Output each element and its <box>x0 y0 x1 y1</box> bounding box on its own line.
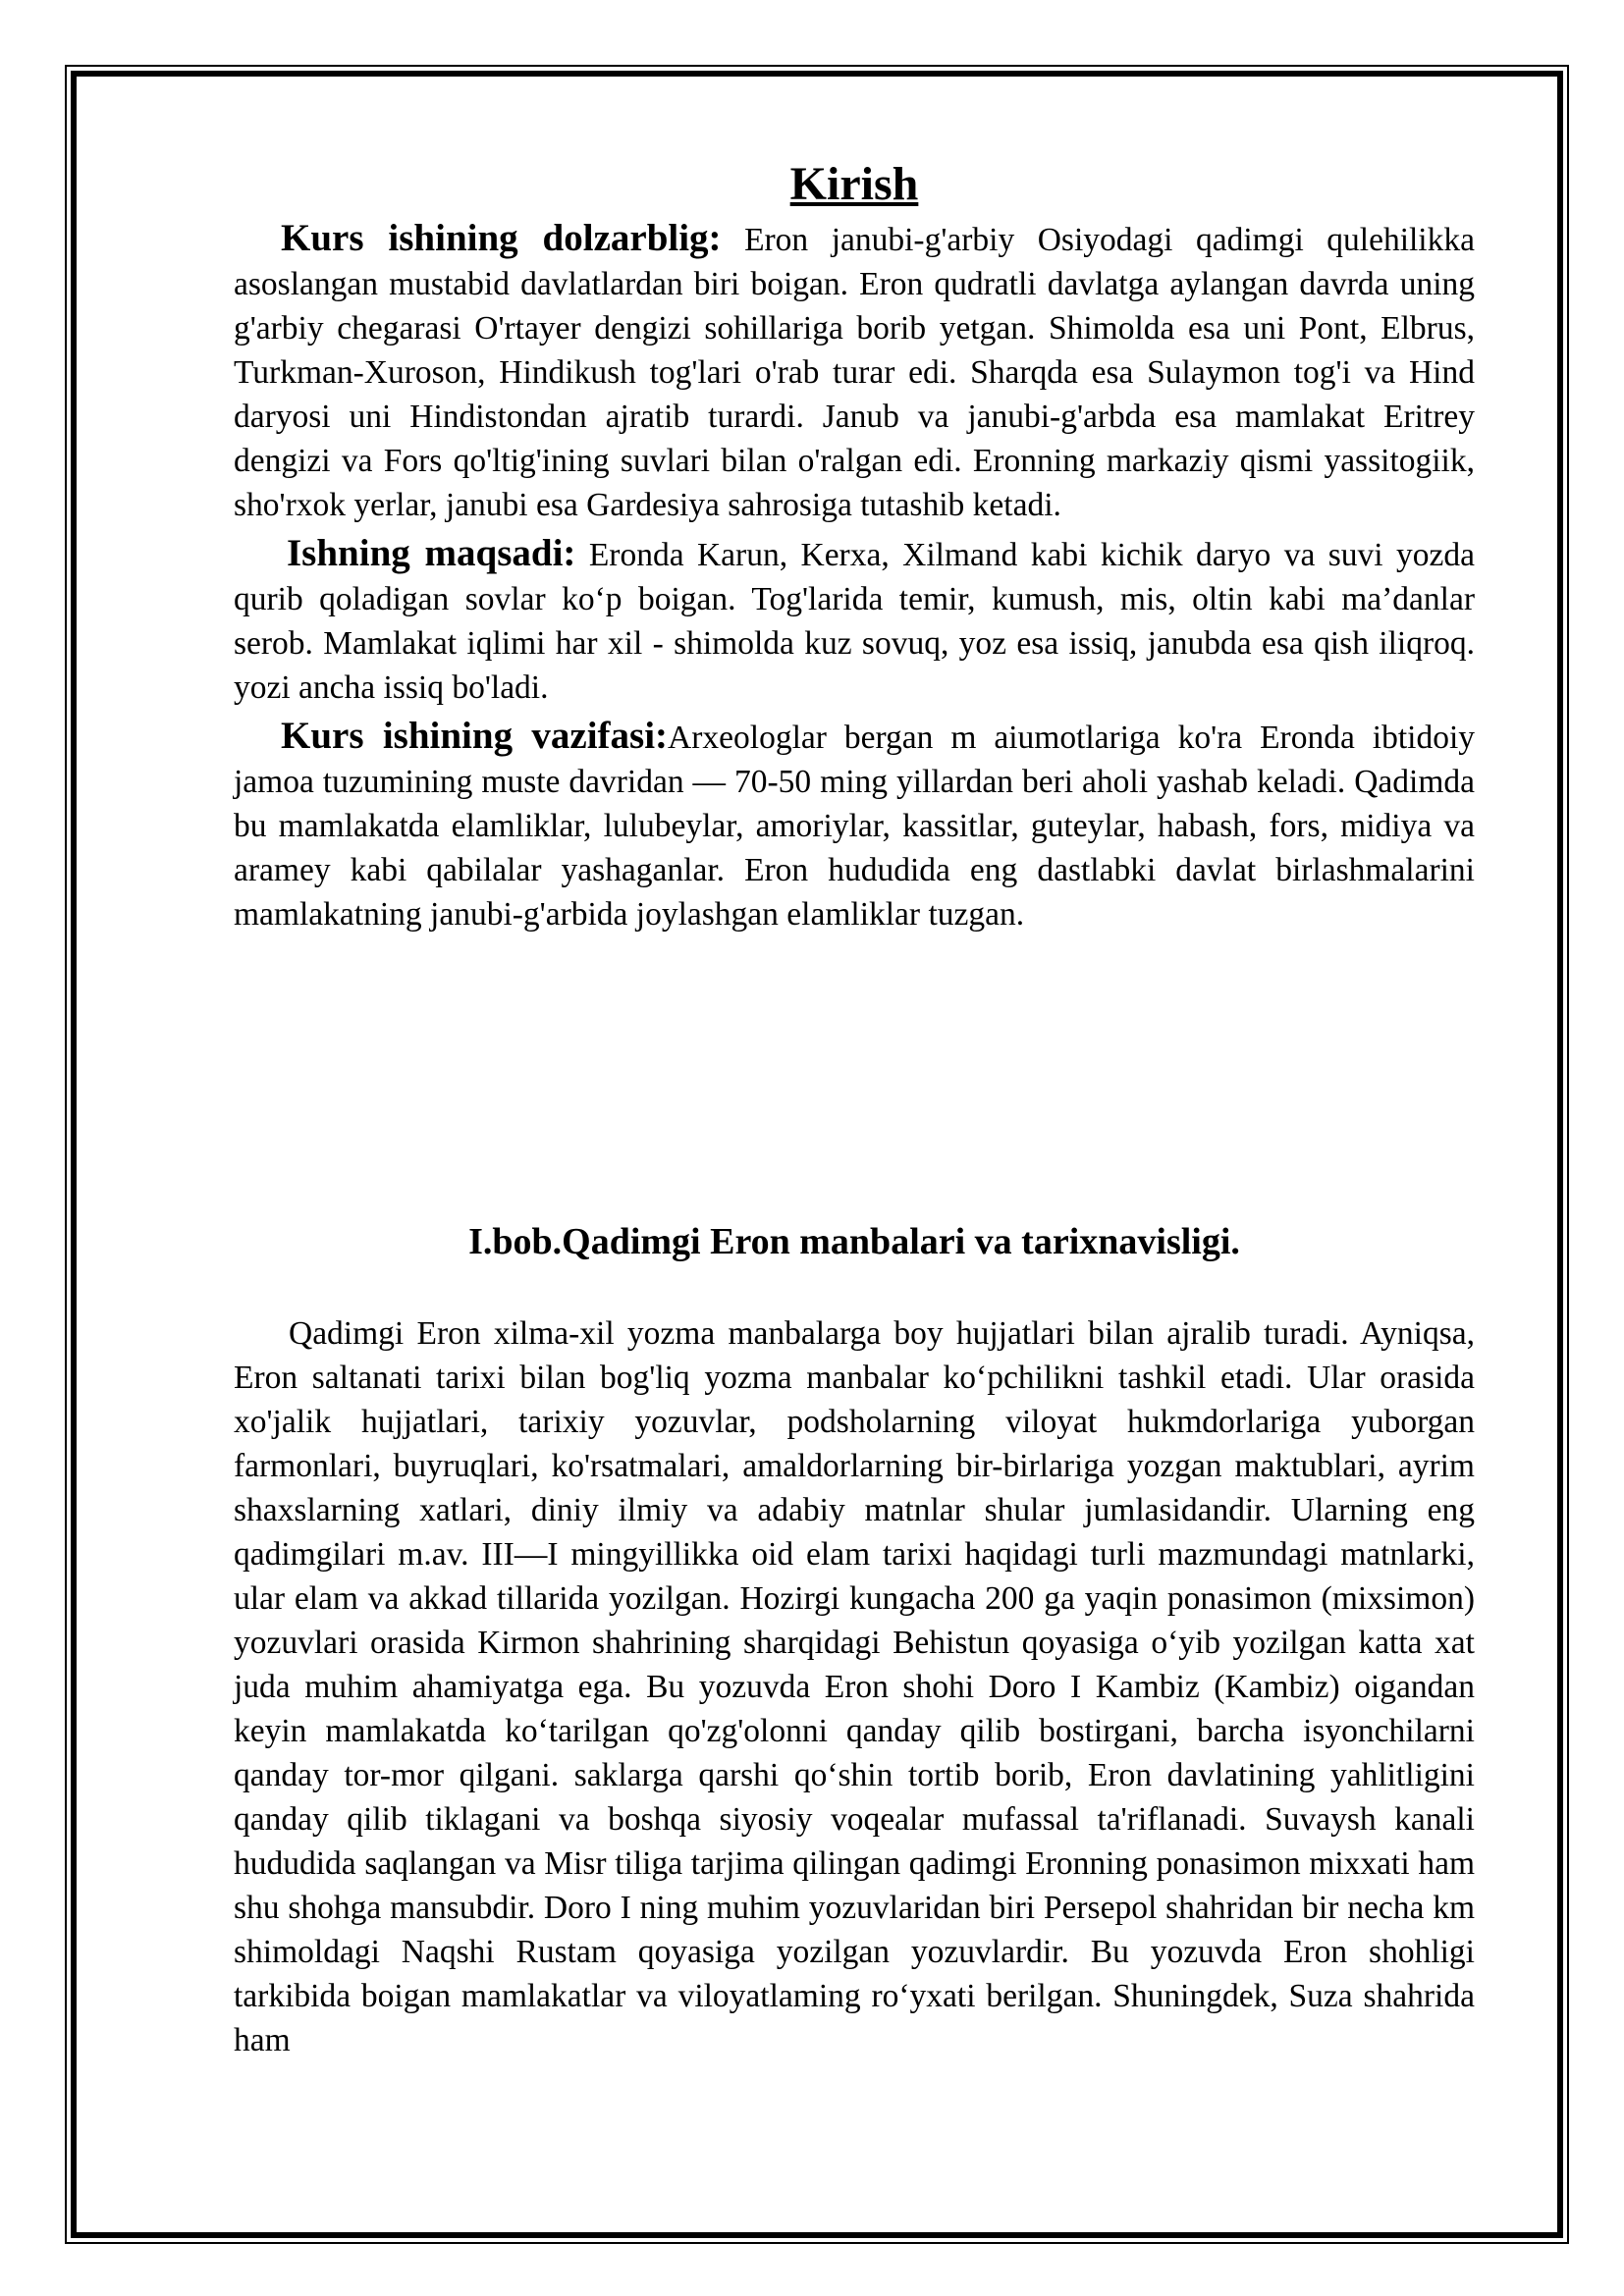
chapter-paragraph-1: Qadimgi Eron xilma-xil yozma manbalarga boy hujjatlari bilan ajralib turadi. Ayniqsa, Eron saltanati tarixi bilan bog'liq yozma manbalar ko‘pchilikni tashkil etadi. Ular orasida xo'jalik hujjatlari, tarixiy yozuvlar, podsholarning viloyat hukmdorlariga yuborgan farmonlari, buyruqlari, ko'rsatmalari, amaldorlarning bir-birlariga yozgan maktublari, ayrim shaxslarning xatlari, diniy ilmiy va adabiy matnlar shular jumlasidandir. Ularning eng qadimgilari m.av. III—I mingyillikka oid elam tarixi haqidagi turli mazmundagi matnlarki, ular elam va akkad tillarida yozilgan. Hozirgi kungacha 200 ga yaqin ponasimon (mixsimon) yozuvlari orasida Kirmon shahrining sharqidagi Behistun qoyasiga o‘yib yozilgan katta xat juda muhim ahamiyatga ega. Bu yozuvda Eron shohi Doro I Kambiz (Kambiz) oigandan keyin mamlakatda ko‘tarilgan qo'zg'olonni qanday qilib bostirgani, barcha isyonchilarni qanday tor-mor qilgani. saklarga qarshi qo‘shin tortib borib, Eron davlatining yahlitligini qanday qilib tiklagani va boshqa siyosiy voqealar mufassal ta'riflanadi. Suvaysh kanali hududida saqlangan va Misr tiliga tarjima qilingan qadimgi Eronning ponasimon mixxati ham shu shohga mansubdir. Doro I ning muhim yozuvlaridan biri Persepol shahridan bir necha km shimoldagi Naqshi Rustam qoyasiga yozilgan yozuvlardir. Bu yozuvda Eron shohligi tarkibida boigan mamlakatlar va viloyatlaming ro‘yxati berilgan. Shuningdek, Suza shahrida ham <box>234 1315 1475 2058</box>
intro-section <box>234 153 1475 936</box>
paragraph-text: Eronda Karun, Kerxa, Xilmand kabi kichik daryo va suvi yozda qurib qoladigan sovlar ko‘p boigan. Tog'larida temir, kumush, mis, oltin kabi ma’danlar serob. Mamlakat iqlimi har xil - shimolda kuz sovuq, yoz esa issiq, janubda esa qish iliqroq. yozi ancha issiq bo'ladi. <box>234 537 1475 706</box>
paragraph-lead: Ishning maqsadi: <box>287 532 576 574</box>
intro-paragraph-2 <box>234 531 1475 710</box>
paragraph-lead: Kurs ishining dolzarblig: <box>281 217 722 259</box>
intro-heading: Kirish <box>789 158 919 210</box>
paragraph-text: Arxeologlar bergan m aiumotlariga ko'ra Eronda ibtidoiy jamoa tuzumining muste davridan — 70-50 ming yillardan beri aholi yashab keladi. Qadimda bu mamlakatda elamliklar, lulubeylar, amoriylar, kassitlar, guteylar, habash, fors, midiya va aramey kabi qabilalar yashaganlar. Eron hududida eng dastlabki davlat birlashmalarini mamlakatning janubi-g'arbida joylashgan elamliklar tuzgan. <box>234 720 1475 933</box>
chapter-section <box>234 1311 1475 2062</box>
intro-paragraph-3 <box>234 714 1475 936</box>
paragraph-text: Eron janubi-g'arbiy Osiyodagi qadimgi qulehilikka asoslangan mustabid davlatlardan biri boigan. Eron qudratli davlatga aylangan davrda uning g'arbiy chegarasi O'rtayer dengizi sohillariga borib yetgan. Shimolda esa uni Pont, Elbrus, Turkman-Xuroson, Hindikush tog'lari o'rab turar edi. Sharqda esa Sulaymon tog'i va Hind daryosi uni Hindistondan ajratib turardi. Janub va janubi-g'arbda esa mamlakat Eritrey dengizi va Fors qo'ltig'ining suvlari bilan o'ralgan edi. Eronning markaziy qismi yassitogiik, sho'rxok yerlar, janubi esa Gardesiya sahrosiga tutashib ketadi. <box>234 222 1475 523</box>
intro-paragraph-1 <box>234 216 1475 527</box>
paragraph-lead: Kurs ishining vazifasi: <box>281 715 669 757</box>
chapter-title: I.bob.Qadimgi Eron manbalari va tarixnavisligi. <box>468 1221 1240 1262</box>
